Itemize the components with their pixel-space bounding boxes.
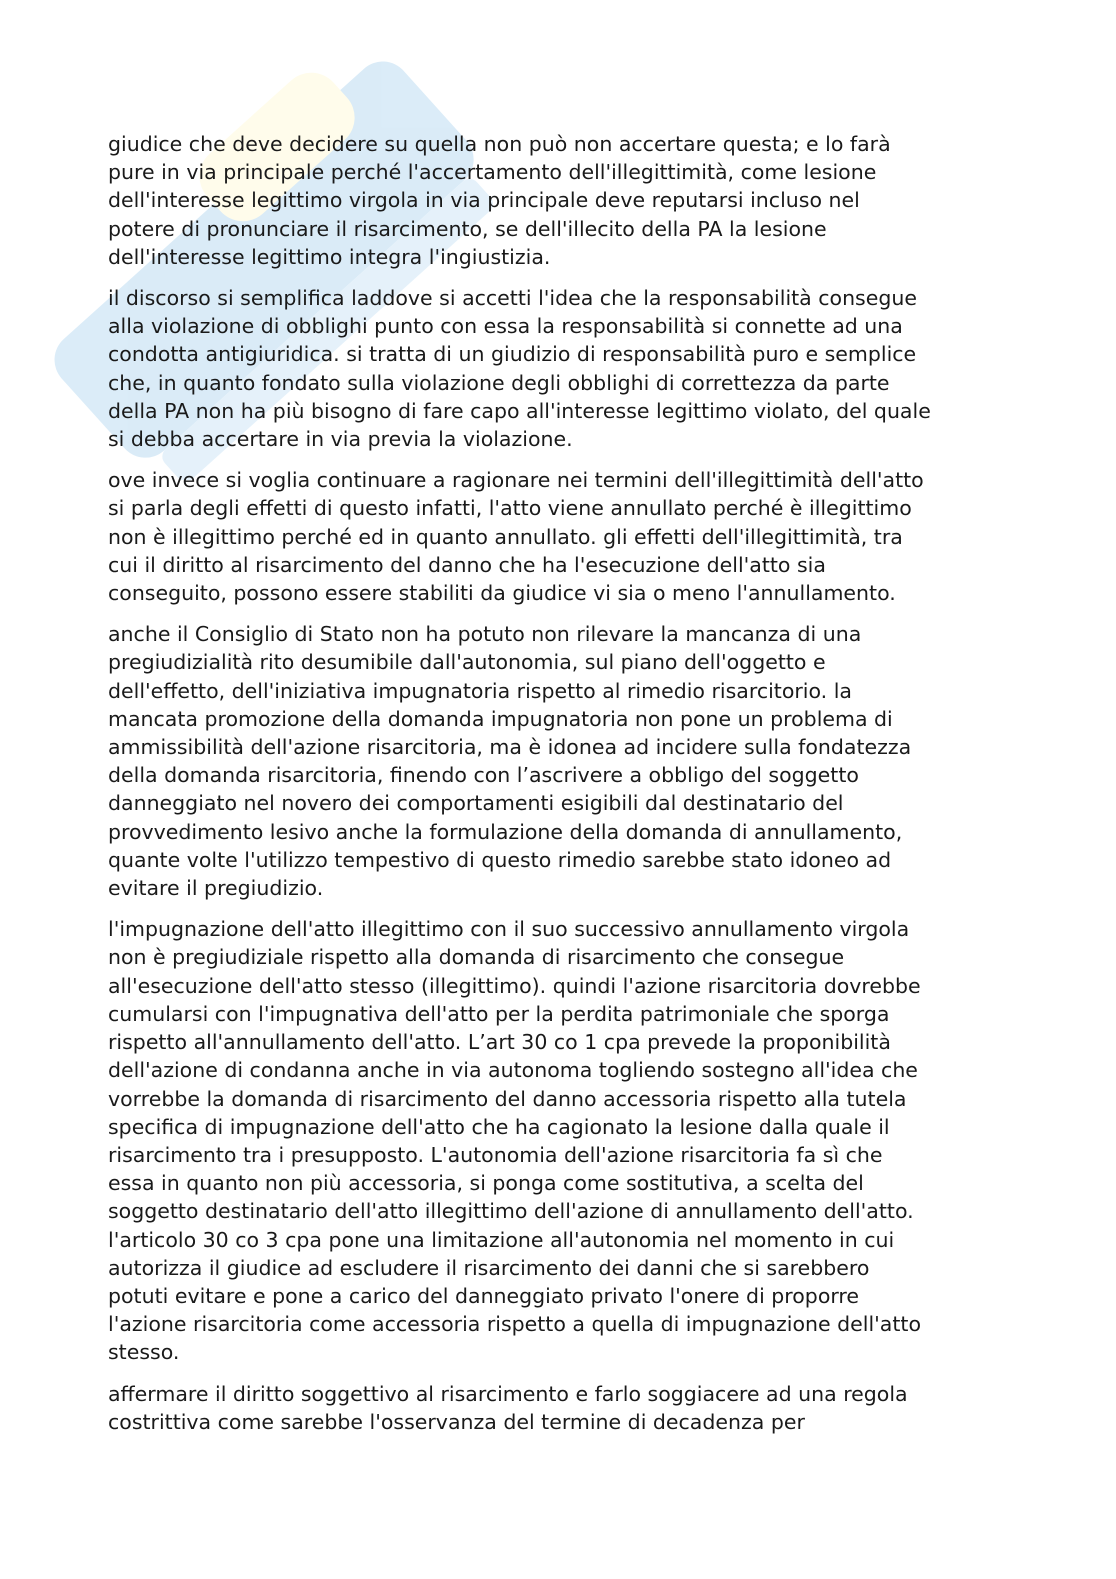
paragraph: ove invece si voglia continuare a ragionare nei termini dell'illegittimità dell'atto si parla degli effetti di questo infatti, l'atto viene annullato perché è illegittimo non è illegittimo perché ed in quanto annullato. gli effetti dell'illegittimità, tra cui il diritto al risarcimento del danno che ha l'esecuzione dell'atto sia conseguito, possono essere stabiliti da giudice vi sia o meno l'annullamento.: [108, 468, 924, 606]
paragraph: il discorso si semplifica laddove si accetti l'idea che la responsabilità consegue alla violazione di obblighi punto con essa la responsabilità si connette ad una condotta antigiuridica. si tratta di un giudizio di responsabilità puro e semplice che, in quanto fondato sulla violazione degli obblighi di correttezza da parte della PA non ha più bisogno di fare capo all'interesse legittimo violato, del quale si debba accertare in via previa la violazione.: [108, 286, 931, 452]
document-body: [108, 130, 1013, 1449]
paragraph: giudice che deve decidere su quella non può non accertare questa; e lo farà pure in via principale perché l'accertamento dell'illegittimità, come lesione dell'interesse legittimo virgola in via principale deve reputarsi incluso nel potere di pronunciare il risarcimento, se dell'illecito della PA la lesione dell'interesse legittimo integra l'ingiustizia.: [108, 132, 891, 269]
paragraph: l'impugnazione dell'atto illegittimo con il suo successivo annullamento virgola non è pregiudiziale rispetto alla domanda di risarcimento che consegue all'esecuzione dell'atto stesso (illegittimo). quindi l'azione risarcitoria dovrebbe cumularsi con l'impugnativa dell'atto per la perdita patrimoniale che sporga rispetto all'annullamento dell'atto. L’art 30 co 1 cpa prevede la proponibilità dell'azione di condanna anche in via autonoma togliendo sostegno all'idea che vorrebbe la domanda di risarcimento del danno accessoria rispetto alla tutela specifica di impugnazione dell'atto che ha cagionato la lesione dalla quale il risarcimento tra i presupposto. L'autonomia dell'azione risarcitoria fa sì che essa in quanto non più accessoria, si ponga come sostitutiva, a scelta del soggetto destinatario dell'atto illegittimo dell'azione di annullamento dell'atto. l'articolo 30 co 3 cpa pone una limitazione all'autonomia nel momento in cui autorizza il giudice ad escludere il risarcimento dei danni che si sarebbero potuti evitare e pone a carico del danneggiato privato l'onere di proporre l'azione risarcitoria come accessoria rispetto a quella di impugnazione dell'atto stesso.: [108, 917, 921, 1365]
paragraph: affermare il diritto soggettivo al risarcimento e farlo soggiacere ad una regola costrittiva come sarebbe l'osservanza del termine di decadenza per: [108, 1381, 908, 1434]
paragraph: anche il Consiglio di Stato non ha potuto non rilevare la mancanza di una pregiudizialità rito desumibile dall'autonomia, sul piano dell'oggetto e dell'effetto, dell'iniziativa impugnatoria rispetto al rimedio risarcitorio. la mancata promozione della domanda impugnatoria non pone un problema di ammissibilità dell'azione risarcitoria, ma è idonea ad incidere sulla fondatezza della domanda risarcitoria, finendo con l’ascrivere a obbligo del soggetto danneggiato nel novero dei comportamenti esigibili dal destinatario del provvedimento lesivo anche la formulazione della domanda di annullamento, quante volte l'utilizzo tempestivo di questo rimedio sarebbe stato idoneo ad evitare il pregiudizio.: [108, 622, 912, 901]
